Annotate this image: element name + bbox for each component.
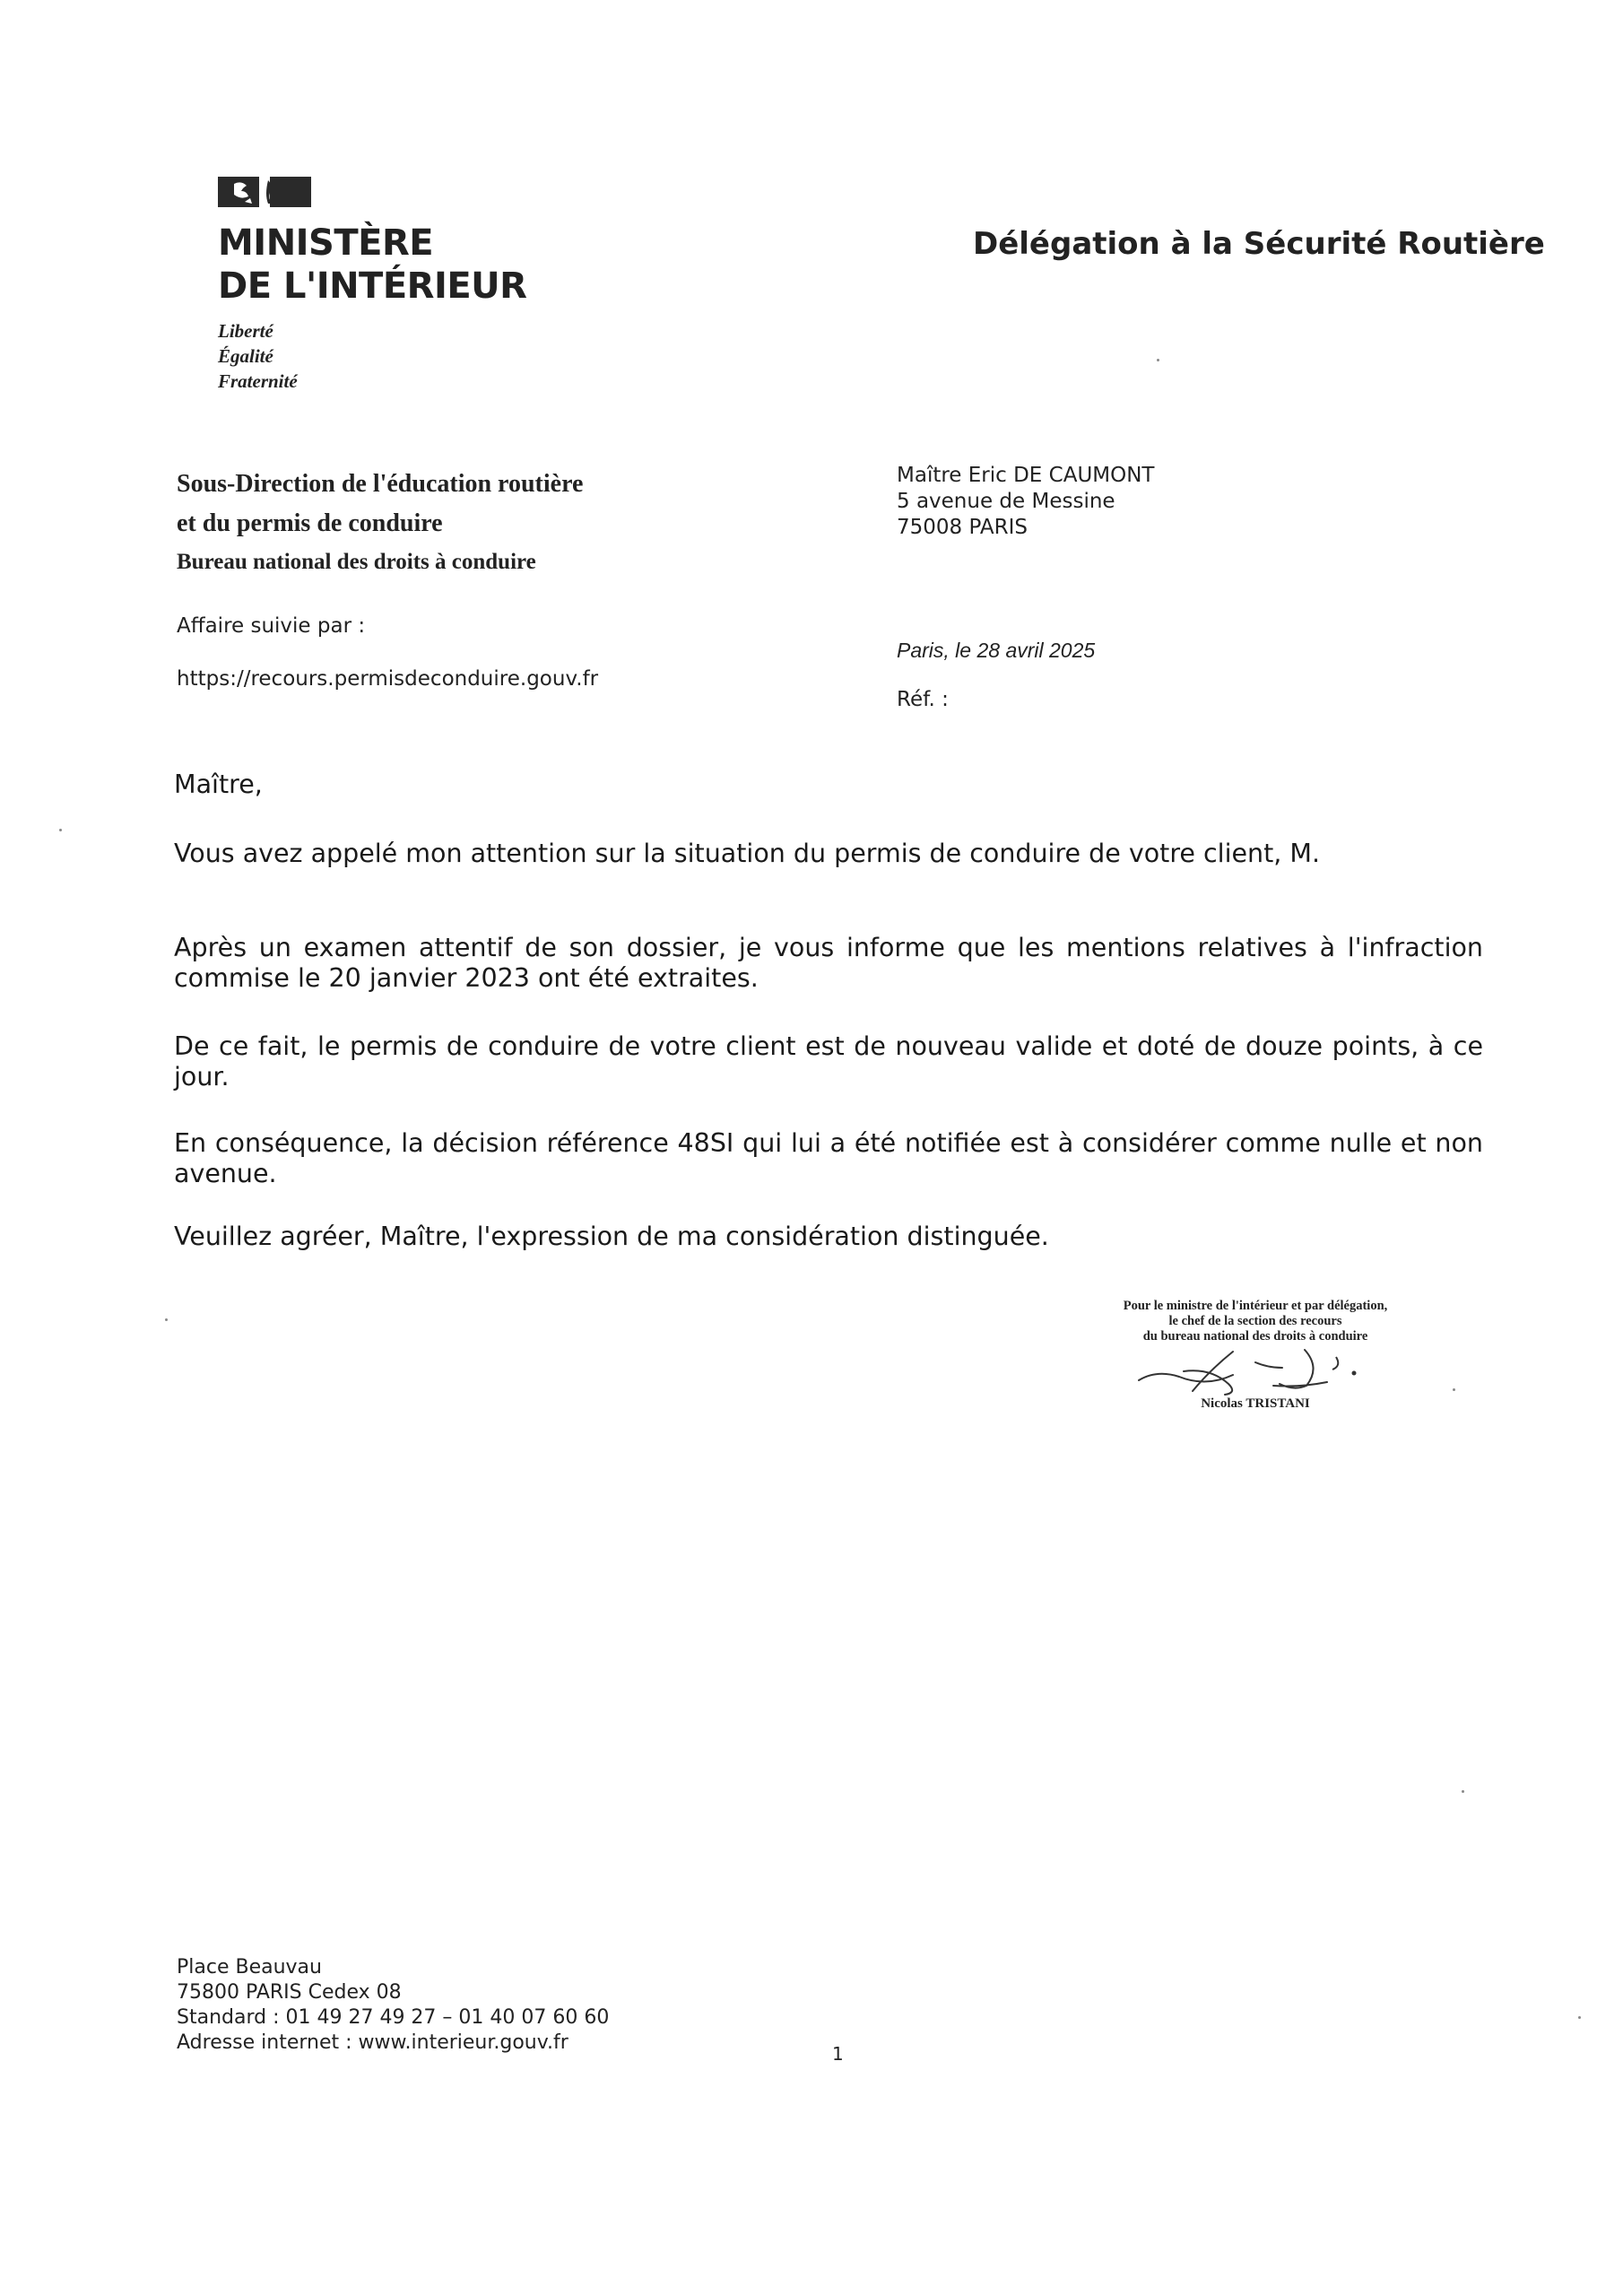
scan-speck	[1462, 1790, 1464, 1793]
scan-speck	[1157, 359, 1159, 361]
salutation: Maître,	[174, 770, 263, 799]
footer-address	[177, 1955, 609, 2056]
scan-speck	[1453, 1388, 1455, 1391]
ministry-logo	[218, 175, 526, 394]
followed-by-label: Affaire suivie par :	[177, 614, 366, 638]
footer-line4: Adresse internet : www.interieur.gouv.fr	[177, 2031, 568, 2054]
scan-speck	[165, 1318, 168, 1321]
footer-line2: 75800 PARIS Cedex 08	[177, 1981, 402, 2004]
recipient-street: 5 avenue de Messine	[897, 490, 1115, 513]
signature-line2: le chef de la section des recours	[1168, 1314, 1342, 1328]
ministry-name-line2: DE L'INTÉRIEUR	[218, 265, 527, 307]
paragraph-1: Vous avez appelé mon attention sur la situation du permis de conduire de votre client, M.	[174, 839, 1321, 868]
paragraph-5: Veuillez agréer, Maître, l'expression de ma considération distinguée.	[174, 1222, 1049, 1251]
subdirection-line2: et du permis de conduire	[177, 509, 443, 537]
footer-line3: Standard : 01 49 27 49 27 – 01 40 07 60 60	[177, 2006, 610, 2029]
handwritten-signature-icon	[1112, 1344, 1399, 1398]
letter-date: Paris, le 28 avril 2025	[897, 639, 1096, 662]
scan-speck	[59, 829, 62, 831]
signature-block	[1067, 1299, 1444, 1412]
paragraph-3: De ce fait, le permis de conduire de votre client est de nouveau valide et doté de douze points, à ce jour.	[174, 1031, 1483, 1091]
scan-speck	[1578, 2016, 1581, 2019]
paragraph-4: En conséquence, la décision référence 48SI qui lui a été notifiée est à considérer comme nulle et non avenue.	[174, 1128, 1483, 1188]
recipient-city: 75008 PARIS	[897, 516, 1028, 539]
motto-egalite: Égalité	[218, 345, 273, 367]
paragraph-2: Après un examen attentif de son dossier, je vous informe que les mentions relatives à l'infraction commise le 20 janvier 2023 ont été extraites.	[174, 933, 1483, 993]
page-number: 1	[832, 2043, 844, 2065]
subdirection-line1: Sous-Direction de l'éducation routière	[177, 470, 584, 498]
website-link[interactable]: https://recours.permisdeconduire.gouv.fr	[177, 667, 599, 691]
motto-liberte: Liberté	[218, 320, 273, 342]
motto-fraternite: Fraternité	[218, 370, 298, 392]
footer-line1: Place Beauvau	[177, 1956, 322, 1979]
marianne-emblem-icon	[218, 175, 311, 209]
signature-line1: Pour le ministre de l'intérieur et par délégation,	[1123, 1299, 1388, 1313]
recipient-name: Maître Eric DE CAUMONT	[897, 464, 1155, 487]
ministry-name-line1: MINISTÈRE	[218, 222, 434, 264]
signature-line3: du bureau national des droits à conduire	[1142, 1329, 1368, 1344]
bureau-name: Bureau national des droits à conduire	[177, 550, 536, 574]
delegation-title: Délégation à la Sécurité Routière	[973, 226, 1545, 262]
signatory-name: Nicolas TRISTANI	[1201, 1396, 1310, 1411]
reference-label: Réf. :	[897, 688, 949, 711]
